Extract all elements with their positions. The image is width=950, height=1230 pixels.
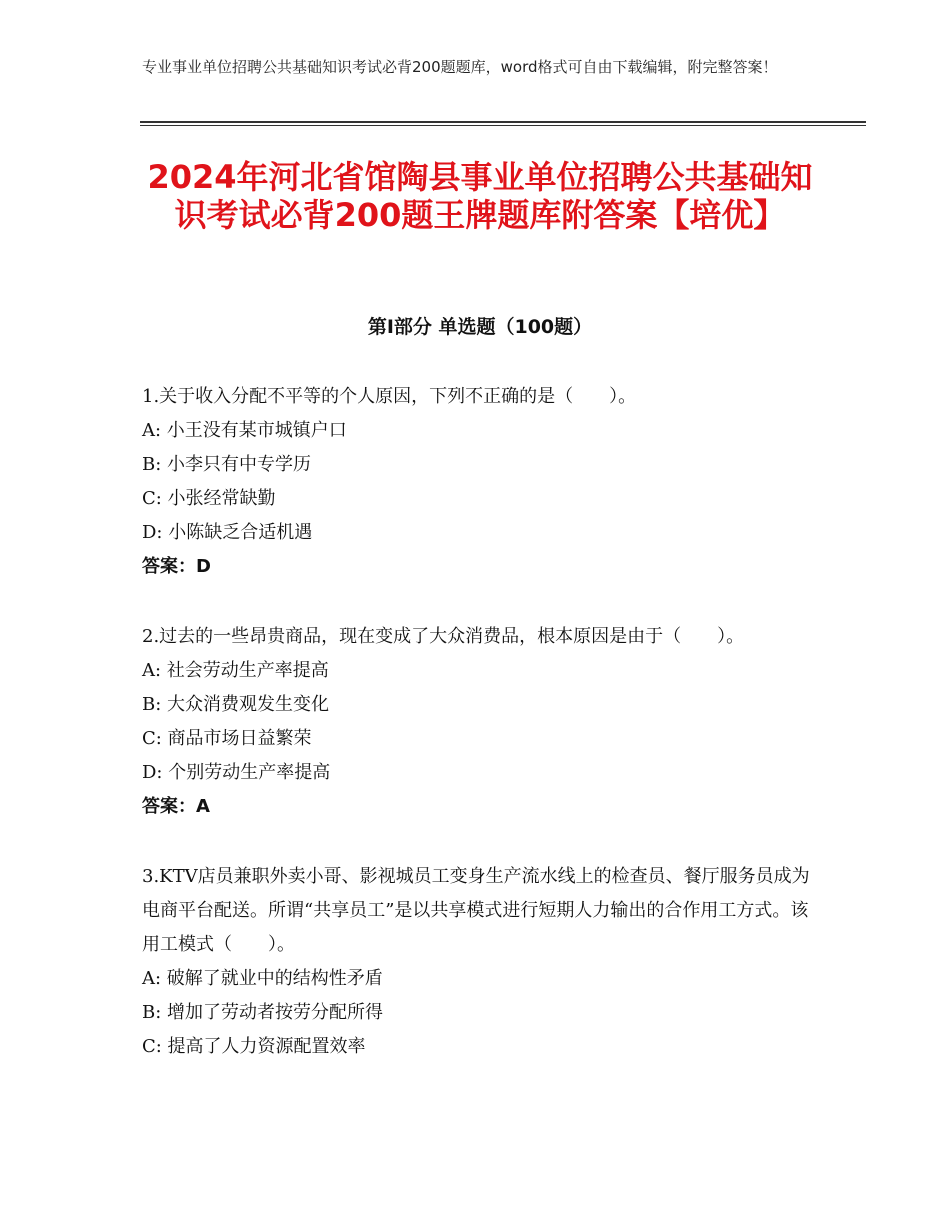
question-list: [142, 380, 822, 1100]
question-3: [142, 860, 822, 1064]
option-b: B: 小李只有中专学历: [142, 454, 312, 475]
question-text: 1.关于收入分配不平等的个人原因，下列不正确的是（ ）。: [142, 386, 637, 407]
option-a: A: 社会劳动生产率提高: [142, 660, 329, 681]
option-c: C: 商品市场日益繁荣: [142, 728, 312, 749]
question-text: 3.KTV店员兼职外卖小哥、影视城员工变身生产流水线上的检查员、餐厅服务员成为电商平台配送。所谓“共享员工”是以共享模式进行短期人力输出的合作用工方式。该用工模式（ ）。: [142, 866, 810, 955]
question-1: [142, 380, 822, 584]
answer-line: 答案：A: [142, 796, 210, 817]
option-b: B: 增加了劳动者按劳分配所得: [142, 1002, 384, 1023]
document-title: 2024年河北省馆陶县事业单位招聘公共基础知识考试必背200题王牌题库附答案【培优】: [147, 158, 813, 234]
option-c: C: 提高了人力资源配置效率: [142, 1036, 366, 1057]
question-text: 2.过去的一些昂贵商品，现在变成了大众消费品，根本原因是由于（ ）。: [142, 626, 745, 647]
option-a: A: 破解了就业中的结构性矛盾: [142, 968, 383, 989]
option-d: D: 小陈缺乏合适机遇: [142, 522, 313, 543]
answer-line: 答案：D: [142, 556, 211, 577]
question-2: [142, 620, 822, 824]
option-b: B: 大众消费观发生变化: [142, 694, 330, 715]
page-header-note: 专业事业单位招聘公共基础知识考试必背200题题库，word格式可自由下载编辑，附完整答案！: [142, 58, 778, 76]
header-rule-thick: [140, 121, 866, 123]
header-rule-thin: [140, 125, 866, 126]
option-c: C: 小张经常缺勤: [142, 488, 276, 509]
option-a: A: 小王没有某市城镇户口: [142, 420, 347, 441]
section-heading: 第I部分 单选题（100题）: [367, 316, 593, 338]
option-d: D: 个别劳动生产率提高: [142, 762, 331, 783]
